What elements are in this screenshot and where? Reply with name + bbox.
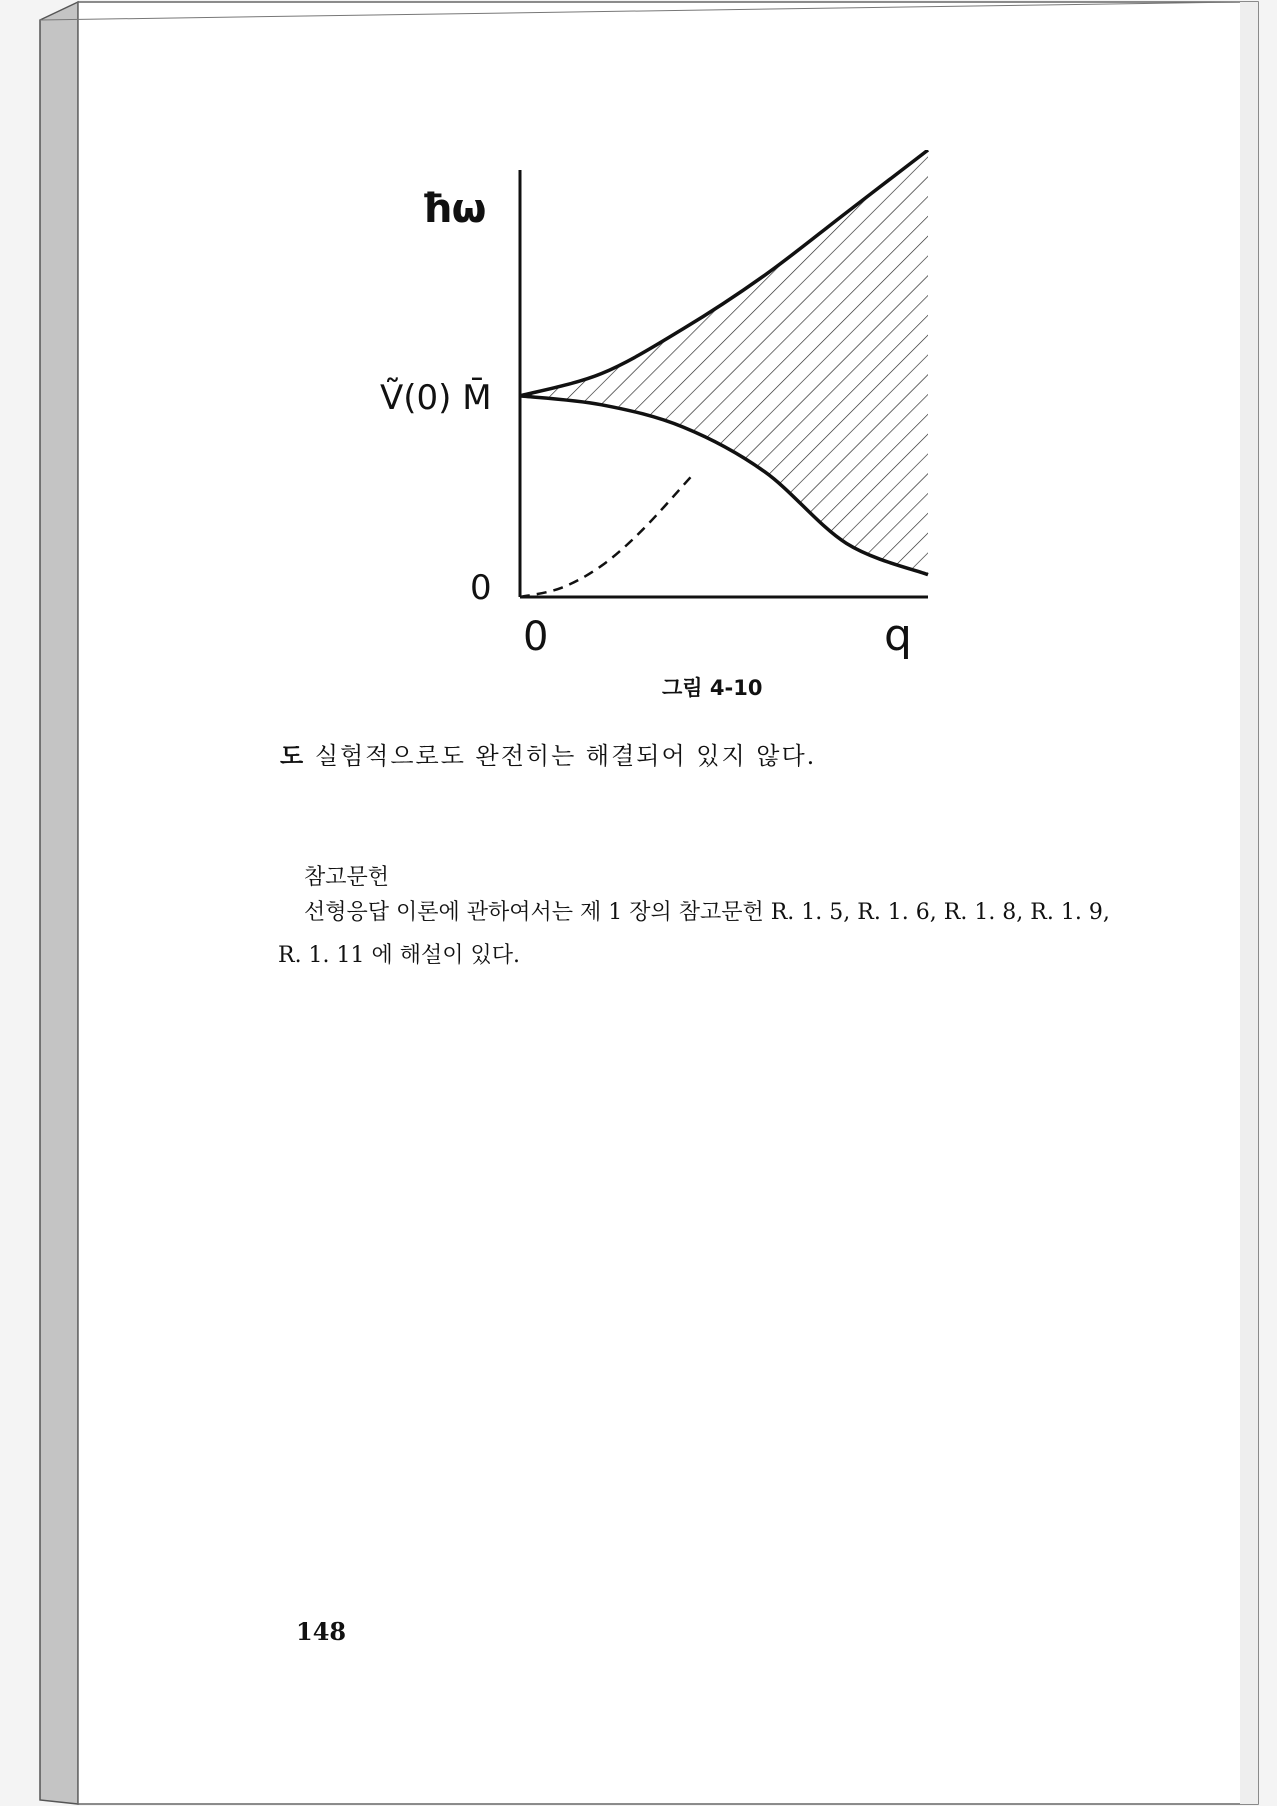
x-zero-label: 0 (523, 614, 549, 660)
line-rest: 실험적으로도 완전히는 해결되어 있지 않다. (305, 742, 817, 770)
figure-caption: 그림 4-10 (662, 676, 763, 700)
references-text-line-2: R. 1. 11 에 해설이 있다. (278, 943, 521, 968)
y-zero-label: 0 (470, 568, 492, 608)
line-first-char: 도 (280, 741, 306, 770)
references-heading: 참고문헌 (304, 865, 390, 890)
mid-value-label: Ṽ(0) M̄ (380, 378, 492, 418)
references-text-line-1: 선형응답 이론에 관하여서는 제 1 장의 참고문헌 R. 1. 5, R. 1. 6, R. 1. 8, R. 1. 9, (304, 900, 1110, 925)
y-axis-label: ħω (421, 186, 486, 232)
dashed-curve (520, 476, 691, 597)
hatched-region (520, 150, 928, 575)
page-number: 148 (296, 1617, 347, 1646)
book-spine (40, 2, 78, 1804)
figure-4-10 (380, 150, 940, 710)
x-axis-label: q (884, 610, 912, 661)
page-edge-shadow (1240, 2, 1258, 1804)
body-line (280, 736, 816, 771)
